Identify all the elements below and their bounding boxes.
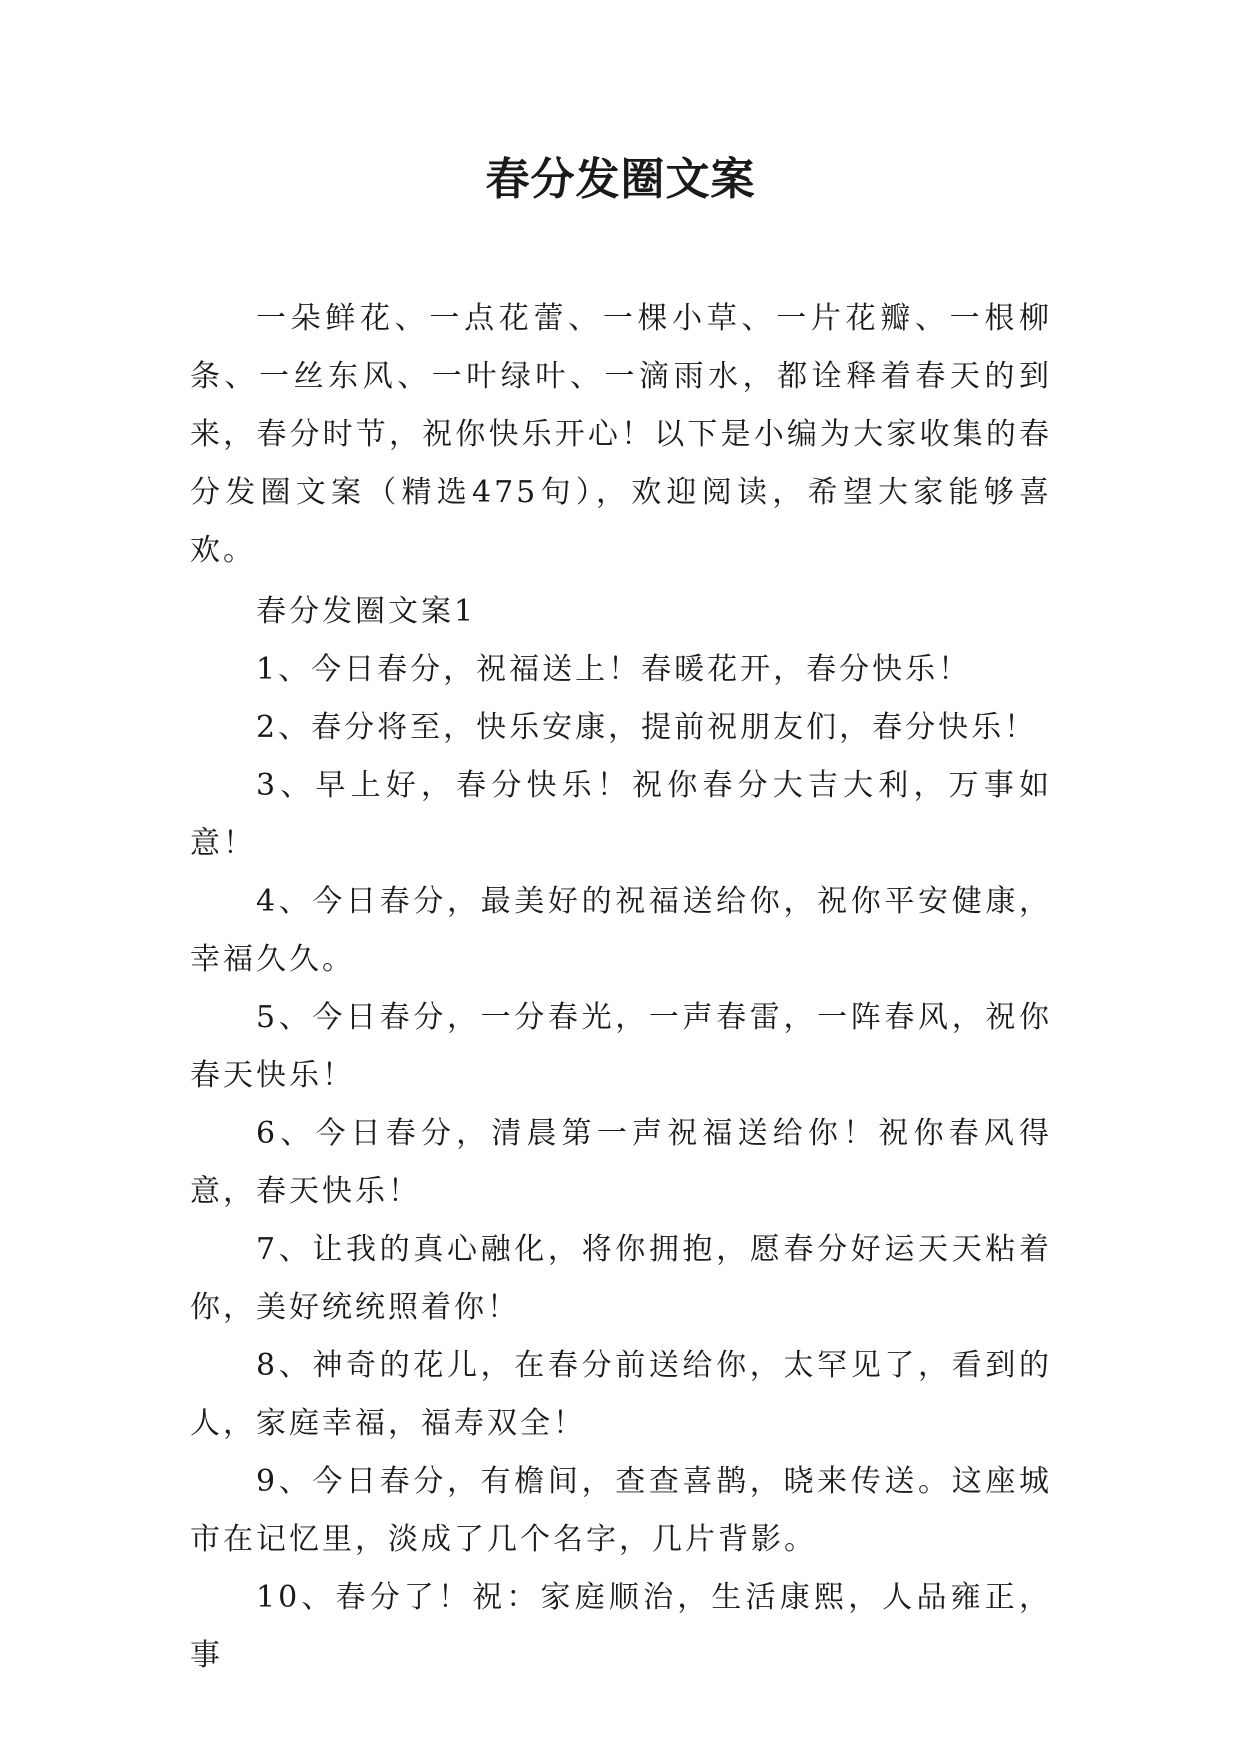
list-item: 2、春分将至，快乐安康，提前祝朋友们，春分快乐！	[256, 710, 1038, 745]
list-item: 4、今日春分，最美好的祝福送给你，祝你平安健康，幸福久久。	[190, 884, 1052, 977]
list-item: 7、让我的真心融化，将你拥抱，愿春分好运天天粘着你，美好统统照着你！	[190, 1232, 1052, 1325]
document-title: 春分发圈文案	[485, 154, 756, 205]
content-section	[190, 583, 1052, 1685]
list-item: 3、早上好，春分快乐！祝你春分大吉大利，万事如意！	[190, 768, 1052, 861]
list-item: 10、春分了！祝：家庭顺治，生活康熙，人品雍正，事	[190, 1580, 1052, 1673]
intro-paragraph: 一朵鲜花、一点花蕾、一棵小草、一片花瓣、一根柳条、一丝东风、一叶绿叶、一滴雨水，都诠释着春天的到来，春分时节，祝你快乐开心！以下是小编为大家收集的春分发圈文案（精选475句），欢迎阅读，希望大家能够喜欢。	[190, 301, 1052, 568]
list-item: 8、神奇的花儿，在春分前送给你，太罕见了，看到的人，家庭幸福，福寿双全！	[190, 1348, 1052, 1441]
section-heading: 春分发圈文案1	[256, 594, 477, 629]
list-item: 5、今日春分，一分春光，一声春雷，一阵春风，祝你春天快乐！	[190, 1000, 1052, 1093]
list-item: 6、今日春分，清晨第一声祝福送给你！祝你春风得意，春天快乐！	[190, 1116, 1052, 1209]
list-item: 9、今日春分，有檐间，查查喜鹊，晓来传送。这座城市在记忆里，淡成了几个名字，几片背影。	[190, 1464, 1052, 1557]
list-item: 1、今日春分，祝福送上！春暖花开，春分快乐！	[256, 652, 972, 687]
